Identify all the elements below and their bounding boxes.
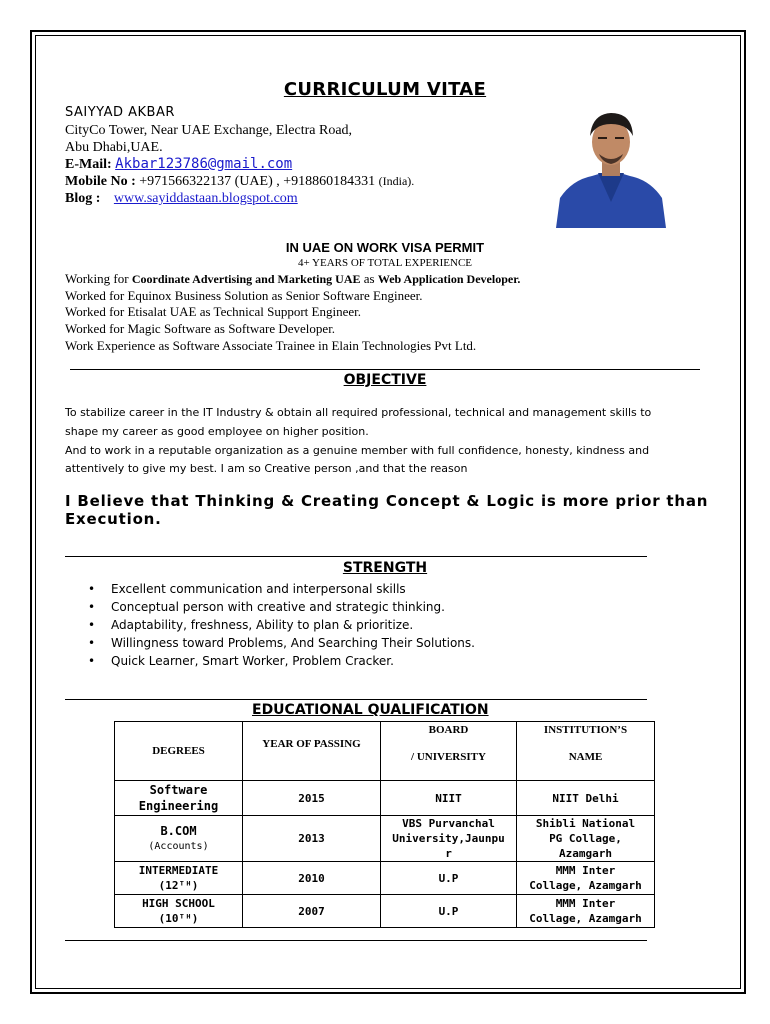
degree-name-2: (12ᵀᴴ)	[158, 879, 199, 892]
degree-cell	[115, 816, 243, 862]
experience-item: Work Experience as Software Associate Trainee in Elain Technologies Pvt Ltd.	[65, 338, 477, 353]
mobile-label: Mobile No :	[65, 174, 136, 189]
education-table	[114, 721, 655, 928]
list-item	[88, 580, 475, 598]
objective-text: And to work in a reputable organization as a genuine member with full confidence, honesty, kindness and	[65, 444, 650, 457]
year-cell: 2015	[243, 781, 381, 816]
strength-text: Willingness toward Problems, And Searching Their Solutions.	[111, 636, 475, 650]
col-header-year: YEAR OF PASSING	[243, 722, 381, 781]
institution-line: MMM Inter	[555, 897, 616, 910]
board-cell	[381, 816, 517, 862]
board-header-line1: BOARD	[428, 724, 469, 736]
divider	[70, 369, 700, 370]
blog-row	[65, 191, 298, 207]
experience-item: Worked for Etisalat UAE as Technical Support Engineer.	[65, 304, 361, 319]
institution-cell	[517, 895, 655, 928]
col-header-institution	[517, 722, 655, 781]
degree-cell	[115, 862, 243, 895]
institution-line: Shibli National	[535, 817, 636, 830]
mobile-numbers: +971566322137 (UAE) , +918860184331	[139, 174, 376, 189]
year-cell: 2007	[243, 895, 381, 928]
experience-item: Worked for Magic Software as Software Developer.	[65, 321, 336, 336]
board-header-line2: / UNIVERSITY	[411, 751, 486, 763]
objective-text: To stabilize career in the IT Industry & obtain all required professional, technical and management skills to	[65, 406, 652, 419]
visa-status: IN UAE ON WORK VISA PERMIT	[285, 240, 485, 255]
email-link[interactable]: Akbar123786@gmail.com	[115, 156, 293, 172]
institution-line: MMM Inter	[555, 864, 616, 877]
inst-header-line2: NAME	[568, 751, 603, 763]
bullet-icon: •	[88, 600, 96, 614]
board-line: University,Jaunpu	[392, 832, 505, 845]
table-header-row	[115, 722, 655, 781]
profile-photo	[554, 106, 668, 228]
board-line: r	[445, 847, 452, 860]
experience-role: Web Application Developer.	[377, 272, 521, 286]
objective-heading: OBJECTIVE	[343, 372, 427, 388]
experience-mid: as	[360, 271, 378, 286]
institution-line: PG Collage,	[549, 832, 622, 845]
degree-name: INTERMEDIATE	[138, 864, 219, 877]
institution-line: Collage, Azamgarh	[529, 912, 642, 925]
table-row	[115, 862, 655, 895]
board-cell: U.P	[381, 895, 517, 928]
experience-item: Worked for Equinox Business Solution as Senior Software Engineer.	[65, 288, 423, 303]
degree-cell	[115, 895, 243, 928]
table-row	[115, 895, 655, 928]
objective-text: attentively to give my best. I am so Creative person ,and that the reason	[65, 462, 468, 475]
belief-statement-cont: Execution.	[65, 510, 162, 528]
strength-text: Conceptual person with creative and strategic thinking.	[111, 600, 445, 614]
col-header-degrees: DEGREES	[115, 722, 243, 781]
degree-name-2: Engineering	[138, 799, 219, 813]
institution-line: Collage, Azamgarh	[529, 879, 642, 892]
institution-line: Azamgarh	[559, 847, 612, 860]
year-cell: 2013	[243, 816, 381, 862]
degree-name-2: (10ᵀᴴ)	[158, 912, 199, 925]
list-item	[88, 598, 475, 616]
candidate-name: SAIYYAD AKBAR	[65, 105, 175, 120]
experience-current	[65, 271, 520, 287]
degree-name: Software	[149, 783, 208, 797]
divider	[65, 940, 647, 941]
inst-header-line1: INSTITUTION’S	[543, 724, 628, 736]
list-item	[88, 634, 475, 652]
institution-cell: NIIT Delhi	[517, 781, 655, 816]
table-row	[115, 816, 655, 862]
experience-company: Coordinate Advertising and Marketing UAE	[131, 272, 361, 286]
education-heading: EDUCATIONAL QUALIFICATION	[252, 702, 489, 718]
table-row	[115, 781, 655, 816]
strength-list	[88, 580, 475, 670]
blog-label: Blog :	[65, 191, 101, 206]
blog-link[interactable]: www.sayiddastaan.blogspot.com	[113, 191, 298, 206]
divider	[65, 699, 647, 700]
strength-text: Excellent communication and interpersonal skills	[111, 582, 406, 596]
strength-heading: STRENGTH	[342, 560, 428, 576]
list-item	[88, 616, 475, 634]
col-header-board	[381, 722, 517, 781]
bullet-icon: •	[88, 582, 96, 596]
list-item	[88, 652, 475, 670]
page-title: CURRICULUM VITAE	[283, 79, 487, 100]
institution-cell	[517, 816, 655, 862]
divider	[65, 556, 647, 557]
strength-text: Quick Learner, Smart Worker, Problem Cracker.	[111, 654, 394, 668]
mobile-india-tag: (India).	[378, 174, 415, 188]
email-label: E-Mail:	[65, 157, 112, 172]
address-line-2: Abu Dhabi,UAE.	[65, 140, 163, 155]
mobile-row	[65, 174, 414, 190]
address-line-1: CityCo Tower, Near UAE Exchange, Electra Road,	[65, 123, 353, 138]
bullet-icon: •	[88, 618, 96, 632]
institution-cell	[517, 862, 655, 895]
board-cell: NIIT	[381, 781, 517, 816]
degree-name-2: (Accounts)	[148, 841, 209, 852]
bullet-icon: •	[88, 636, 96, 650]
email-row	[65, 156, 292, 173]
strength-text: Adaptability, freshness, Ability to plan & prioritize.	[111, 618, 414, 632]
board-line: VBS Purvanchal	[402, 817, 495, 830]
degree-name: B.COM	[160, 824, 197, 838]
year-cell: 2010	[243, 862, 381, 895]
objective-text: shape my career as good employee on higher position.	[65, 425, 369, 438]
belief-statement: I Believe that Thinking & Creating Concept & Logic is more prior than	[65, 492, 709, 510]
board-cell: U.P	[381, 862, 517, 895]
experience-prefix: Working for	[65, 271, 132, 286]
experience-years: 4+ YEARS OF TOTAL EXPERIENCE	[298, 257, 472, 269]
degree-cell	[115, 781, 243, 816]
degree-name: HIGH SCHOOL	[142, 897, 215, 910]
bullet-icon: •	[88, 654, 96, 668]
